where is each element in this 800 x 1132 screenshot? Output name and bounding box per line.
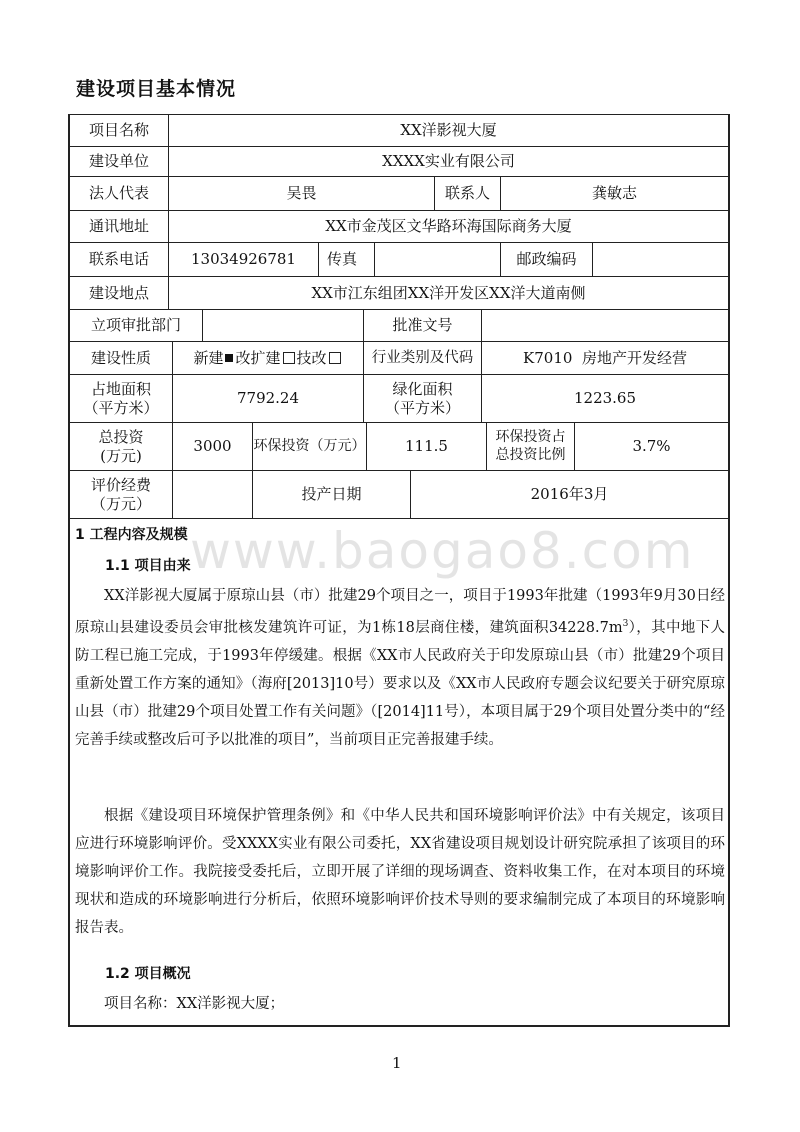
- industry-label: 行业类别及代码: [371, 349, 474, 366]
- green-area-value: 1223.65: [573, 389, 637, 408]
- fax-label: 传真: [327, 250, 358, 269]
- green-area-label-line2: （平方米）: [384, 398, 460, 417]
- green-area-label: [364, 375, 481, 422]
- eval-cost-value: [173, 471, 252, 518]
- address-label: 通讯地址: [88, 217, 149, 236]
- approval-doc-value: [482, 310, 728, 341]
- builder-label: 建设单位: [88, 152, 149, 171]
- land-area-value: 7792.24: [236, 389, 300, 408]
- contact-value: 龚敏志: [591, 184, 637, 203]
- total-invest-label-line2: (万元): [100, 446, 142, 465]
- postcode-label: 邮政编码: [516, 250, 577, 269]
- approval-dept-value: [203, 310, 363, 341]
- env-invest-label: 环保投资（万元）: [253, 437, 366, 454]
- legal-rep-value: 吴畏: [286, 184, 317, 203]
- eval-cost-label: [70, 471, 172, 518]
- paragraph-origin-part1: XX洋影视大厦属于原琼山县（市）批建29个项目之一，项目于1993年批建（1993年9月30日经原琼山县建设委员会审批核发建筑许可证，为1栋18层商住楼，建筑面积34228.7m: [75, 588, 725, 636]
- approval-doc-label: 批准文号: [392, 316, 453, 335]
- start-date-label: 投产日期: [301, 485, 362, 504]
- paragraph-project-name: 项目名称：XX洋影视大厦；: [104, 996, 285, 1012]
- paragraph-origin-part2: ），其中地下人防工程已施工完成，于1993年停缓建。根据《XX市人民政府关于印发原琼山县（市）批建29个项目重新处置工作方案的通知》（海府[2013]10号）要求以及《XX市人民政府专题会议纪要关于研究原琼山县（市）批建29个项目处置工作有关问题》（[2014]11号），本项目属于29个项目处置分类中的“经完善手续或整改后可予以批准的项目”，当前项目正完善报建手续。: [75, 619, 726, 748]
- page-number: 1: [392, 1054, 402, 1072]
- legal-rep-label: 法人代表: [88, 184, 149, 203]
- contact-label: 联系人: [444, 184, 490, 203]
- checkbox-checked-icon: [225, 354, 233, 362]
- phone-value: 13034926781: [191, 250, 296, 269]
- total-invest-label: [70, 423, 172, 470]
- env-ratio-value: 3.7%: [632, 437, 671, 456]
- approval-dept-label: 立项审批部门: [90, 316, 181, 335]
- location-label: 建设地点: [88, 283, 149, 302]
- green-area-label-line1: 绿化面积: [392, 379, 453, 398]
- section-heading-1: 1 工程内容及规模: [75, 527, 188, 543]
- section-heading-1-1: 1.1 项目由来: [105, 558, 191, 574]
- address-value: XX市金茂区文华路环海国际商务大厦: [325, 217, 572, 236]
- env-ratio-label-line1: 环保投资占: [495, 429, 566, 445]
- paragraph-eia: 根据《建设项目环境保护管理条例》和《中华人民共和国环境影响评价法》中有关规定，该项目应进行环境影响评价。受XXXX实业有限公司委托，XX省建设项目规划设计研究院承担了该项目的环境影响评价工作。我院接受委托后，立即开展了详细的现场调查、资料收集工作，在对本项目的环境现状和造成的环境影响进行分析后，依照环境影响评价技术导则的要求编制完成了本项目的环境影响报告表。: [75, 808, 725, 936]
- project-name-label: 项目名称: [88, 121, 149, 140]
- page-title: 建设项目基本情况: [76, 78, 237, 100]
- total-invest-label-line1: 总投资: [98, 427, 144, 446]
- postcode-value: [593, 243, 728, 276]
- fax-value: [375, 243, 500, 276]
- env-ratio-label: [487, 423, 574, 470]
- nature-new-label: 新建: [193, 348, 224, 367]
- watermark: www.baogao8.com: [190, 522, 695, 580]
- nature-label: 建设性质: [90, 348, 151, 367]
- phone-label: 联系电话: [88, 250, 149, 269]
- env-ratio-label-line2: 总投资比例: [495, 446, 566, 463]
- row-divider: [68, 518, 730, 519]
- builder-value: XXXX实业有限公司: [382, 152, 515, 171]
- nature-options: [173, 342, 363, 374]
- checkbox-empty-icon: [283, 352, 295, 364]
- land-area-label-line1: 占地面积: [90, 379, 151, 398]
- project-name-value: XX洋影视大厦: [400, 121, 497, 140]
- location-value: XX市江东组团XX洋开发区XX洋大道南侧: [311, 283, 586, 302]
- industry-value: K7010 房地产开发经营: [523, 348, 687, 367]
- checkbox-empty-icon: [329, 352, 341, 364]
- eval-cost-label-line2: （万元）: [90, 494, 151, 513]
- total-invest-value: 3000: [193, 437, 232, 456]
- land-area-label: [70, 375, 172, 422]
- start-date-value: 2016年3月: [530, 485, 609, 504]
- section-heading-1-2: 1.2 项目概况: [105, 966, 191, 982]
- nature-expand-label: 改扩建: [235, 348, 281, 367]
- land-area-label-line2: （平方米）: [83, 398, 159, 417]
- paragraph-origin: [75, 582, 725, 754]
- nature-tech-label: 技改: [296, 348, 327, 367]
- env-invest-value: 111.5: [405, 437, 448, 456]
- eval-cost-label-line1: 评价经费: [90, 475, 151, 494]
- superscript-3: 3: [622, 619, 629, 629]
